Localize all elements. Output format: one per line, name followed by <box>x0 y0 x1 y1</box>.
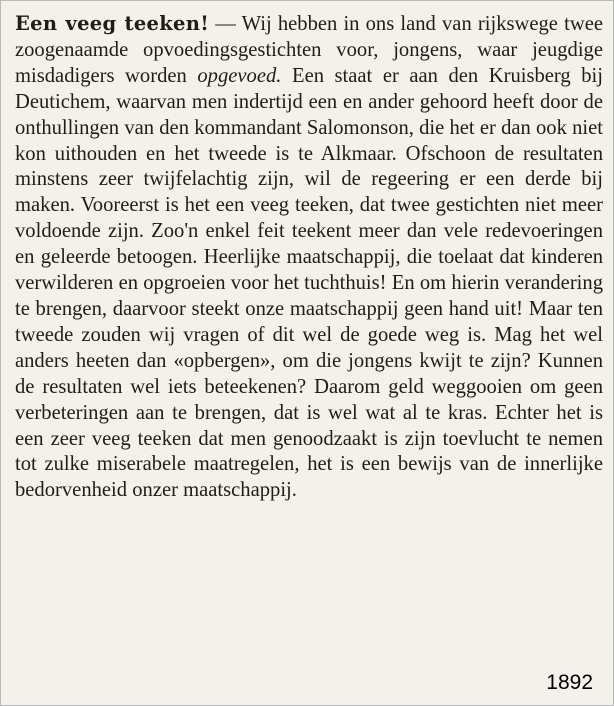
article-emphasis: opgevoed. <box>197 64 282 87</box>
article-text-main: Een staat er aan den Kruisberg bij Deutichem, waarvan men indertijd een en ander gehoord heeft door de onthullingen van den kommandant Salomonson, die het er dan ook niet kon uithouden en het tweede is te Alkmaar. Ofschoon de resultaten minstens zeer twijfelachtig zijn, wil de regeering er een derde bij maken. Vooreerst is het een veeg teeken, dat twee gestichten niet meer voldoende zijn. Zoo'n enkel feit teekent meer dan vele redevoeringen en geleerde betoogen. Heerlijke maatschappij, die toelaat dat kinderen verwilderen en opgroeien voor het tuchthuis! En om hierin verandering te brengen, daarvoor steekt onze maatschappij geen hand uit! Maar ten tweede zouden wij vragen of dit wel de goede weg is. Mag het wel anders heeten dan «opbergen», om die jongens kwijt te zijn? Kunnen de resultaten wel iets beteekenen? Daarom geld weggooien om geen verbeteringen aan te brengen, dat is wel wat al te kras. Echter het is een zeer veeg teeken dat men genoodzaakt is zijn toevlucht te nemen tot zulke miserabele maatregelen, het is een bewijs van de innerlijke bedorvenheid onzer maatschappij. <box>15 64 603 502</box>
article-headline: Een veeg teeken! <box>15 12 210 35</box>
year-label: 1892 <box>546 671 593 694</box>
article-text-intro: Wij hebben in ons land van rijkswege twee zoogenaamde opvoedingsgestichten voor, jongens, waar jeugdige misdadigers worden <box>15 13 603 87</box>
headline-dash: — <box>209 13 242 35</box>
article-body <box>15 11 603 504</box>
